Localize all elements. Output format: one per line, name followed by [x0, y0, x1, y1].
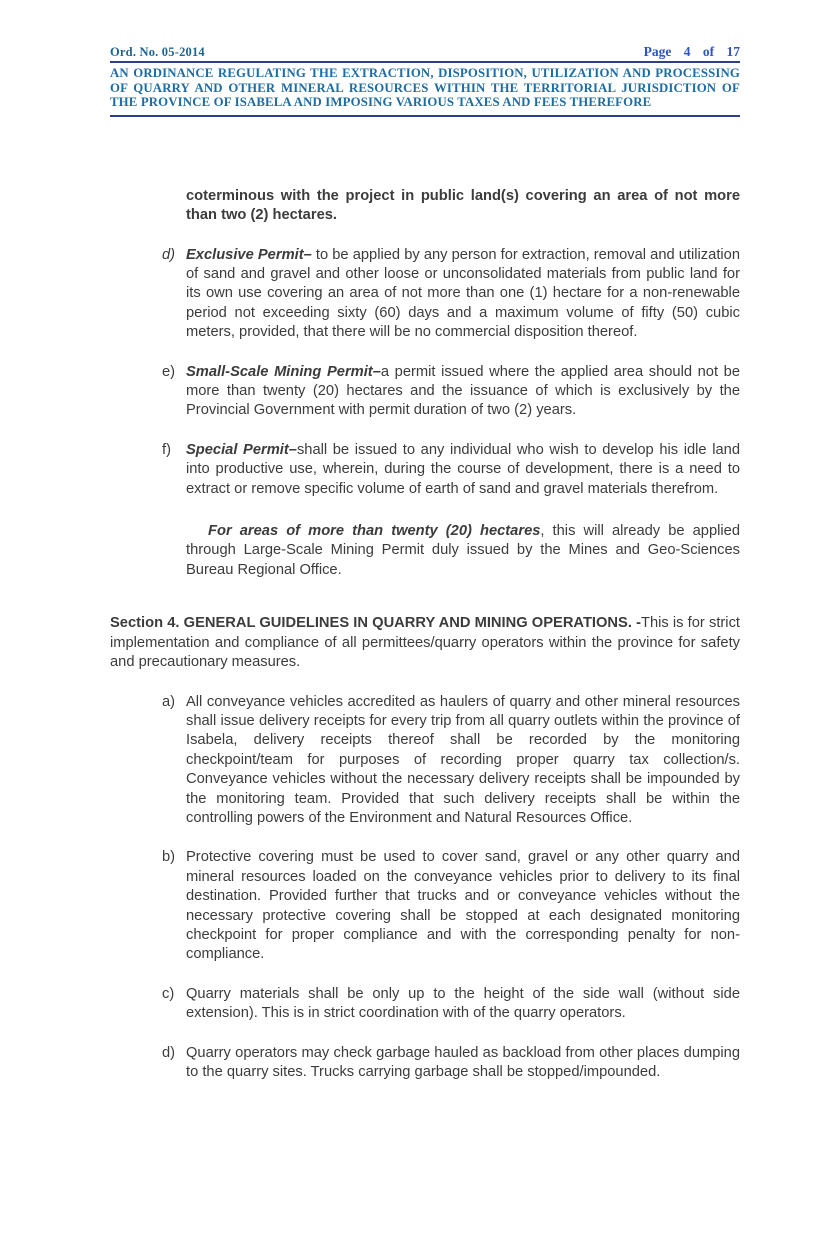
guideline-text: All conveyance vehicles accredited as haulers of quarry and other mineral resources shall issue delivery receipts for every trip from all quarry outlets within the province of Isabela, delivery receipts thereof shall be recorded by the monitoring checkpoint/team for purposes of recording proper quarry tax collection/s. Conveyance vehicles without the necessary delivery receipts shall be impounded by the monitoring team. Provided that such delivery receipts shall be within the controlling powers of the Environment and Natural Resources Office. — [186, 693, 740, 826]
guideline-text: Quarry operators may check garbage hauled as backload from other places dumping to the quarry sites. Trucks carrying garbage shall be stopped/impounded. — [186, 1044, 740, 1080]
document-body — [110, 187, 740, 1083]
list-item — [110, 848, 740, 964]
carryover-paragraph: coterminous with the project in public land(s) covering an area of not more than two (2) hectares. — [186, 187, 740, 224]
definition-text: a permit issued where the applied area should not be more than twenty (20) hectares and the issuance of which is exclusively by the Provincial Government with permit duration of two (2) years. — [186, 363, 740, 419]
defined-term: Exclusive Permit– — [186, 246, 312, 263]
note-text: , this will already be applied through Large-Scale Mining Permit duly issued by the Mines and Geo-Sciences Bureau Regional Office. — [186, 523, 740, 578]
definition-text: shall be issued to any individual who wish to develop his idle land into productive use, wherein, during the course of development, there is a need to extract or remove specific volume of earth of sand and gravel materials therefrom. — [186, 441, 740, 497]
guidelines-list — [110, 693, 740, 1083]
list-marker: f) — [162, 441, 171, 458]
ordinance-title: AN ORDINANCE REGULATING THE EXTRACTION, DISPOSITION, UTILIZATION AND PROCESSING OF QUARRY AND OTHER MINERAL RESOURCES WITHIN THE TERRITORIAL JURISDICTION OF THE PROVINCE OF ISABELA AND IMPOSING VARIOUS TAXES AND FEES THEREFORE — [110, 63, 740, 117]
defined-term: Small-Scale Mining Permit– — [186, 363, 381, 380]
list-item — [110, 246, 740, 343]
note-lead-text: For areas of more than twenty (20) hectares — [208, 523, 541, 540]
page-number: Page 4 of 17 — [643, 44, 740, 59]
guideline-text: Quarry materials shall be only up to the height of the side wall (without side extension). This is in strict coordination with of the quarry operators. — [186, 985, 740, 1022]
defined-term: Special Permit– — [186, 441, 297, 458]
ordinance-number: Ord. No. 05-2014 — [110, 45, 205, 59]
list-marker: b) — [162, 849, 176, 866]
list-marker: e) — [162, 363, 176, 380]
list-item — [110, 363, 740, 421]
guideline-text: Protective covering must be used to cover sand, gravel or any other quarry and mineral resources loaded on the conveyance vehicles prior to delivery to its final destination. Provided further that trucks and or conveyance vehicles without the necessary protective covering shall be stopped at each designated monitoring checkpoint for proper compliance and with the corresponding penalty for non-compliance. — [186, 849, 740, 963]
list-item — [110, 1044, 740, 1083]
list-item — [110, 441, 740, 499]
section-4-heading: Section 4. GENERAL GUIDELINES IN QUARRY AND MINING OPERATIONS. - — [110, 615, 641, 632]
list-marker: a) — [162, 693, 176, 710]
note-paragraph — [186, 522, 740, 580]
list-item — [110, 985, 740, 1024]
section-4-paragraph — [110, 614, 740, 672]
definition-text: to be applied by any person for extraction, removal and utilization of sand and gravel and other loose or unconsolidated materials from public land for its own use covering an area of not more than one (1) hectare for a non-renewable period not exceeding sixty (60) days and a maximum volume of fifty (50) cubic meters, provided, that there will be no commercial disposition thereof. — [186, 246, 740, 341]
section-4-text: This is for strict implementation and compliance of all permittees/quarry operators within the province for safety and precautionary measures. — [110, 615, 740, 671]
list-marker: d) — [162, 1044, 176, 1061]
list-item — [110, 693, 740, 829]
list-marker: c) — [162, 985, 175, 1002]
list-marker: d) — [162, 246, 176, 263]
header-rule-line — [110, 44, 740, 63]
